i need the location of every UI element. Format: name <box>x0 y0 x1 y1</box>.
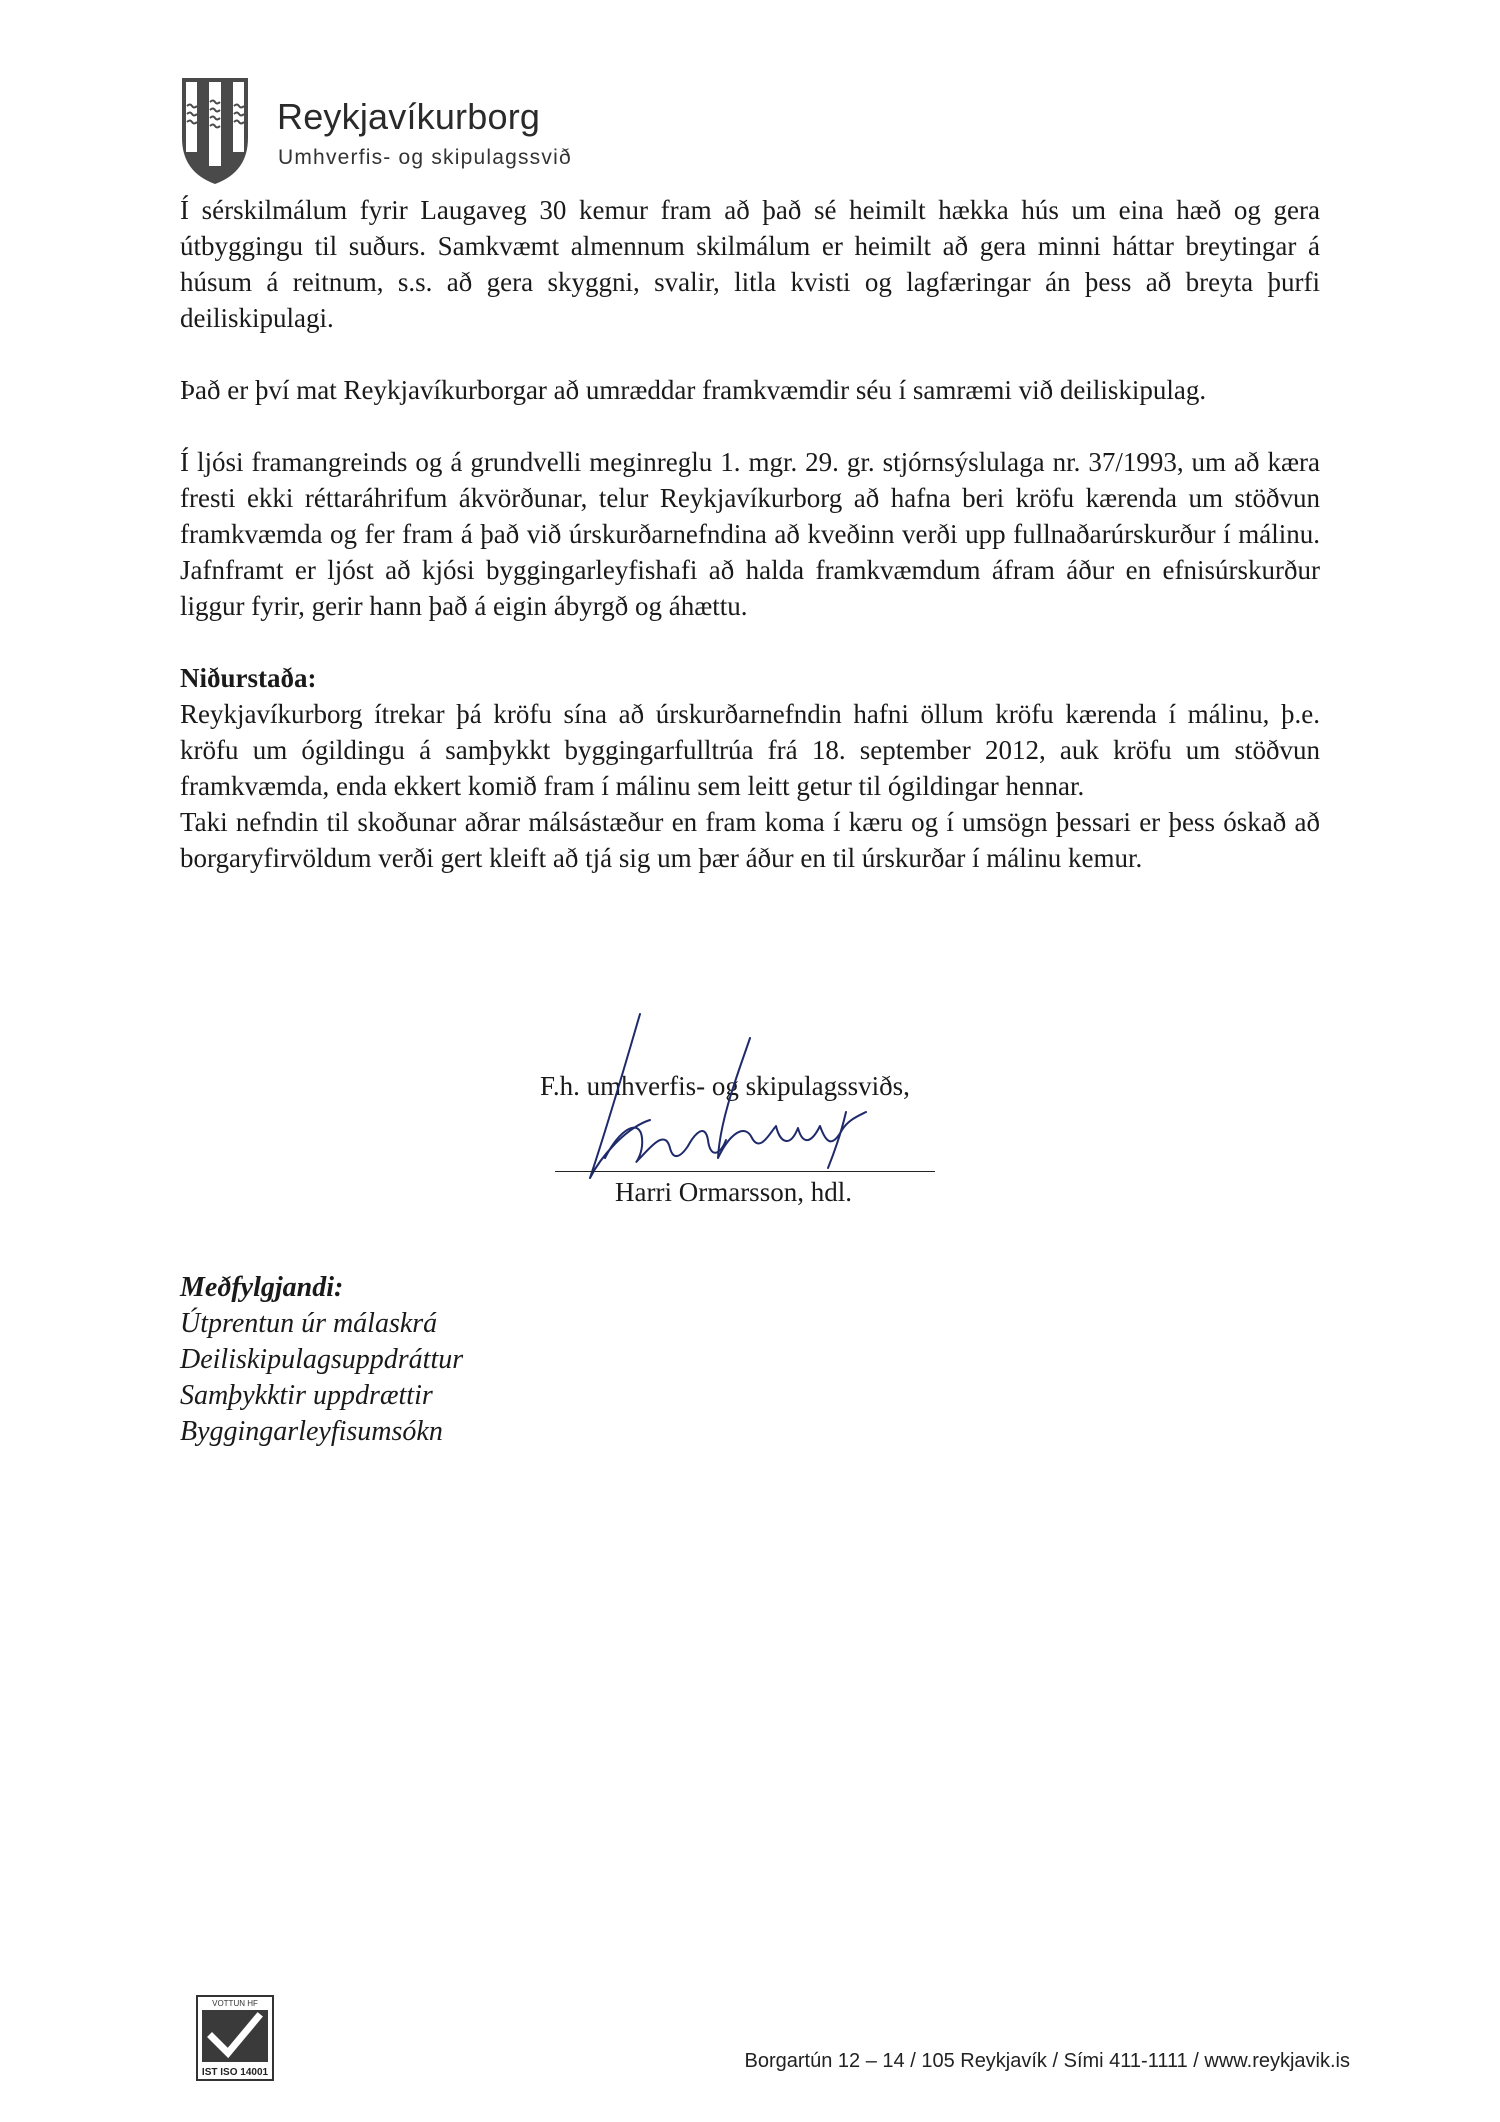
conclusion-heading: Niðurstaða: <box>180 663 317 693</box>
signature-block <box>540 1068 960 1218</box>
body-paragraph: Það er því mat Reykjavíkurborgar að umræddar framkvæmdir séu í samræmi við deiliskipulag. <box>180 375 1207 405</box>
conclusion-paragraph: Taki nefndin til skoðunar aðrar málsástæður en fram koma í kæru og í umsögn þessari er þess óskað að borgaryfirvöldum verði gert kleift að tjá sig um þær áður en til úrskurðar í málinu kemur. <box>180 807 1320 873</box>
letterhead <box>180 76 880 188</box>
reykjavik-crest-icon <box>180 76 250 186</box>
conclusion-paragraph: Reykjavíkurborg ítrekar þá kröfu sína að úrskurðarnefndin hafni öllum kröfu kærenda í málinu, þ.e. kröfu um ógildingu á samþykkt byggingarfulltrúa frá 18. september 2012, auk kröfu um stöðvun framkvæmda, enda ekkert komið fram í málinu sem leitt getur til ógildingar hennar. <box>180 699 1320 801</box>
enclosures-heading: Meðfylgjandi: <box>180 1272 344 1303</box>
org-name: Reykjavíkurborg <box>277 96 541 137</box>
iso-top-text: VOTTUN HF <box>212 1999 258 2008</box>
enclosure-item: Samþykktir uppdrættir <box>180 1380 433 1411</box>
iso-certification-badge <box>196 1995 274 2081</box>
enclosure-item: Deiliskipulagsuppdráttur <box>180 1344 464 1375</box>
signatory-name: Harri Ormarsson, hdl. <box>615 1177 852 1207</box>
footer-address: Borgartún 12 – 14 / 105 Reykjavík / Sími 411-1111 / www.reykjavik.is <box>744 2050 1350 2072</box>
enclosure-item: Útprentun úr málaskrá <box>180 1308 438 1339</box>
iso-bottom-text: IST ISO 14001 <box>201 2067 269 2078</box>
signature-on-behalf: F.h. umhverfis- og skipulagssviðs, <box>540 1071 910 1101</box>
body-paragraph: Í sérskilmálum fyrir Laugaveg 30 kemur fram að það sé heimilt hækka hús um eina hæð og gera útbyggingu til suðurs. Samkvæmt almennum skilmálum er heimilt að gera minni háttar breytingar á húsum á reitnum, s.s. að gera skyggni, svalir, litla kvisti og lagfæringar án þess að breyta þurfi deiliskipulagi. <box>180 195 1320 333</box>
handwritten-signature <box>570 1008 870 1198</box>
org-division: Umhverfis- og skipulagssvið <box>278 146 572 169</box>
enclosure-item: Byggingarleyfisumsókn <box>180 1416 443 1447</box>
enclosures <box>180 1270 463 1450</box>
signature-line <box>555 1171 935 1172</box>
body-paragraph: Í ljósi framangreinds og á grundvelli meginreglu 1. mgr. 29. gr. stjórnsýslulaga nr. 37/1993, um að kæra fresti ekki réttaráhrifum ákvörðunar, telur Reykjavíkurborg að hafna beri kröfu kærenda um stöðvun framkvæmda og fer fram á það við úrskurðarnefndina að kveðinn verði upp fullnaðarúrskurður í málinu. Jafnframt er ljóst að kjósi byggingarleyfishafi að halda framkvæmdum áfram áður en efnisúrskurður liggur fyrir, gerir hann það á eigin ábyrgð og áhættu. <box>180 447 1320 621</box>
letter-body <box>180 192 1320 876</box>
